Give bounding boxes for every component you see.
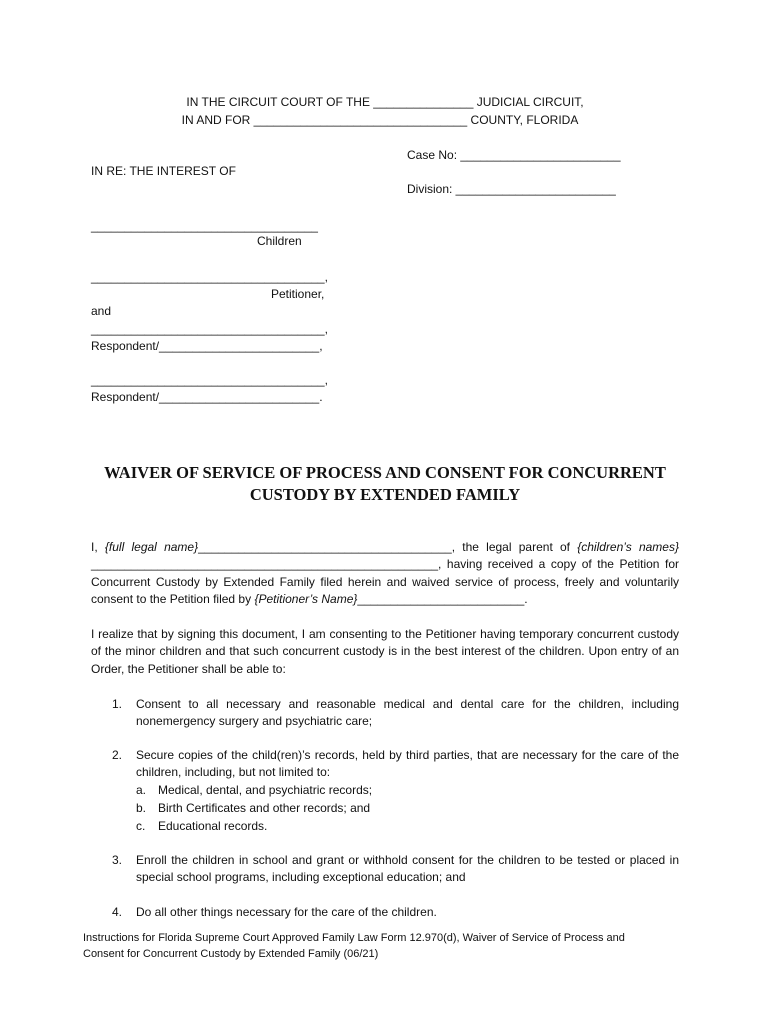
case-number-field: Case No: ________________________ <box>407 148 621 162</box>
document-title-line-2: CUSTODY BY EXTENDED FAMILY <box>249 485 521 504</box>
consent-paragraph: I, {full legal name}______________________________________, the legal parent of {children’s names} ____________________________________________________, having received a copy of the Petition for Concurrent Custody by Extended Family filed herein and waived service of process, freely and voluntarily consent to the Petition filed by {Petitioner’s Name}_________________________. <box>91 540 679 606</box>
respondent-1-name-line: ___________________________________, <box>91 322 328 336</box>
acknowledgement-paragraph: I realize that by signing this document, I am consenting to the Petitioner having temporary concurrent custody of the minor children and that such concurrent custody is in the best interest of the children. Upon entry of an Order, the Petitioner shall be able to: <box>91 627 679 676</box>
division-field: Division: ________________________ <box>407 182 616 196</box>
petitioner-name-hint: {Petitioner’s Name} <box>254 591 358 606</box>
respondent-2-label: Respondent/________________________. <box>91 390 323 404</box>
childrens-names-hint: {children’s names} <box>577 540 679 554</box>
and-label: and <box>91 304 112 318</box>
full-legal-name-hint: {full legal name} <box>104 540 199 554</box>
children-label: Children <box>257 234 302 248</box>
footer-line-2: Consent for Concurrent Custody by Extended Family (06/21) <box>83 947 379 960</box>
document-title-line-1: WAIVER OF SERVICE OF PROCESS AND CONSENT FOR CONCURRENT <box>104 463 666 482</box>
court-line-2: IN AND FOR ________________________________ COUNTY, FLORIDA <box>181 113 579 127</box>
page-footer <box>83 931 625 962</box>
document-page: IN THE CIRCUIT COURT OF THE _______________ JUDICIAL CIRCUIT, IN AND FOR ________________________________ COUNTY, FLORIDA Case No: ________________________ IN RE: THE INTEREST OF Division: ________________________ __________________________________ Children ___________________________________, Petitioner, and ___________________________________, Respondent/________________________, ___________________________________, Respondent/________________________. WAIVER OF SERVICE OF PROCESS AND CONSENT FOR CONCURRENT CUSTODY BY EXTENDED FAMILY I, {full legal name}______________________________________, the legal parent of {children’s names} ____________________________________________________, having received a copy of the Petition for Concurrent Custody by Extended Family filed herein and waived service of process, freely and voluntarily consent to the Petition filed by {Petitioner’s Name}_________________________. I realize that by signing this document, I am consenting to the Petitioner having temporary concurrent custody of the minor children and that such concurrent custody is in the best interest of the children. Upon entry of an Order, the Petitioner shall be able to: 1. Consent to all necessary and reasonable medical and dental care for the children, including nonemergency surgery and psychiatric care; 2. Secure copies of the child(ren)’s records, held by third parties, that are necessary for the care of the children, including, but not limited to: a. Medical, dental, and psychiatric records; b. Birth Certificates and other records; and c. Educational records. 3. Enroll the children in school and grant or withhold consent for the children to be tested or placed in special school programs, including exceptional education; and 4. Do all other things necessary for the care of the children. Instructions for Florida Supreme Court Approved Family Law Form 12.970(d), Waiver of Service of Process and Consent for Concurrent Custody by Extended Family (06/21) <box>0 0 770 1024</box>
petitioner-name-line: ___________________________________, <box>91 270 328 284</box>
in-re-label: IN RE: THE INTEREST OF <box>91 164 236 178</box>
children-name-line: __________________________________ <box>91 219 318 233</box>
court-line-1: IN THE CIRCUIT COURT OF THE _______________ JUDICIAL CIRCUIT, <box>186 95 584 109</box>
respondent-1-label: Respondent/________________________, <box>91 339 323 353</box>
respondent-2-name-line: ___________________________________, <box>91 373 328 387</box>
petitioner-label: Petitioner, <box>271 287 325 301</box>
footer-line-1: Instructions for Florida Supreme Court Approved Family Law Form 12.970(d), Waiver of Service of Process and <box>83 932 625 944</box>
